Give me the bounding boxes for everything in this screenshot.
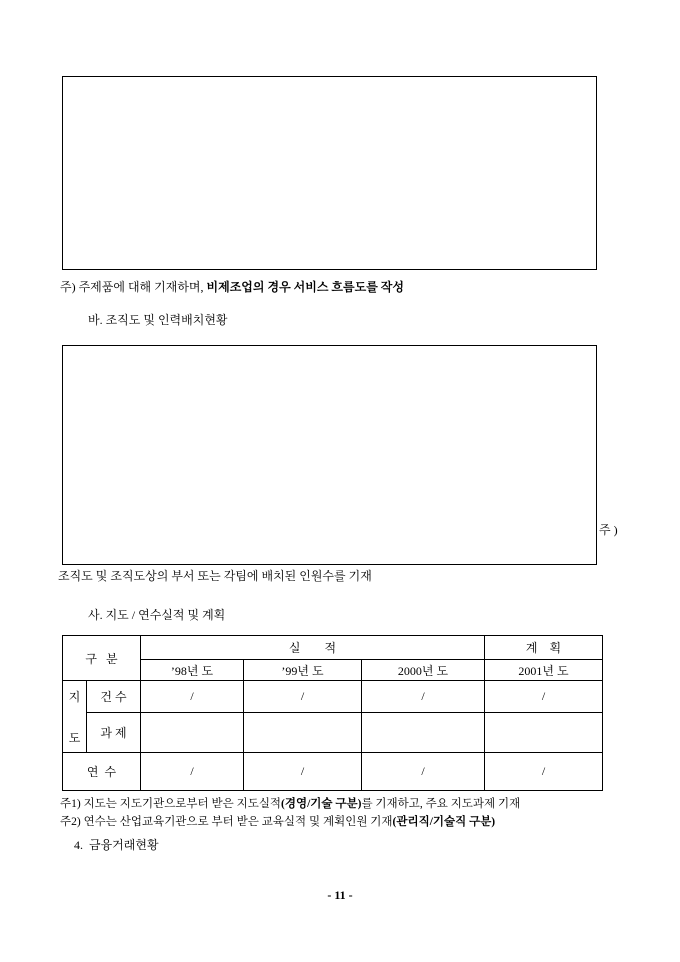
jido-char-1: 지 — [68, 689, 81, 704]
row-label-yeonsu: 연 수 — [63, 753, 141, 791]
table-cell-geonsu-2001: / — [485, 681, 603, 713]
top-note — [60, 280, 404, 296]
year-header-99: ’99년 도 — [244, 660, 362, 681]
table-cell-yeonsu-99: / — [244, 753, 362, 791]
year-header-98: ’98년 도 — [141, 660, 244, 681]
note-2-bold-text: (관리직/기술직 구분) — [392, 816, 496, 828]
jido-char-2: 도 — [68, 730, 81, 745]
section-heading-ba: 바. 조직도 및 인력배치현황 — [88, 313, 228, 327]
row-label-jido — [63, 681, 87, 753]
year-header-2001: 2001년 도 — [485, 660, 603, 681]
section-heading-4: 4. 금융거래현황 — [74, 838, 159, 852]
table-header-gyehoek: 계 획 — [485, 636, 603, 660]
year-header-2000: 2000년 도 — [362, 660, 485, 681]
table-header-siljeok: 실 적 — [141, 636, 485, 660]
org-chart-box — [62, 345, 597, 565]
note-1-text: 주1) 지도는 지도기관으로부터 받은 지도실적 — [60, 798, 282, 810]
note-2-text: 주2) 연수는 산업교육기관으로 부터 받은 교육실적 및 계획인원 기재 — [60, 816, 393, 828]
table-cell-gwaje-99 — [244, 713, 362, 753]
row-label-gwaje: 과 제 — [87, 713, 141, 753]
table-cell-gwaje-2001 — [485, 713, 603, 753]
note-1-bold-text: (경영/기술 구분) — [281, 798, 362, 810]
table-cell-yeonsu-98: / — [141, 753, 244, 791]
table-cell-gwaje-2000 — [362, 713, 485, 753]
guidance-table — [62, 635, 603, 791]
top-note-bold-text: 비제조업의 경우 서비스 흐름도를 작성 — [206, 280, 404, 294]
org-box-side-note: 주 ) — [599, 523, 618, 537]
flow-chart-box — [62, 76, 597, 270]
row-label-geonsu: 건 수 — [87, 681, 141, 713]
table-cell-yeonsu-2000: / — [362, 753, 485, 791]
table-note-1 — [60, 797, 520, 812]
table-header-gubun: 구 분 — [63, 636, 141, 681]
top-note-text: 주) 주제품에 대해 기재하며, — [60, 280, 207, 294]
table-note-2 — [60, 815, 495, 830]
table-cell-geonsu-98: / — [141, 681, 244, 713]
note-1-suffix: 를 기재하고, 주요 지도과제 기재 — [361, 798, 521, 810]
org-caption: 조직도 및 조직도상의 부서 또는 각팀에 배치된 인원수를 기재 — [58, 569, 372, 583]
table-cell-geonsu-2000: / — [362, 681, 485, 713]
page-number: - 11 - — [327, 888, 353, 902]
table-cell-yeonsu-2001: / — [485, 753, 603, 791]
row-label-jido-inner — [65, 686, 84, 748]
table-cell-gwaje-98 — [141, 713, 244, 753]
table-cell-geonsu-99: / — [244, 681, 362, 713]
section-heading-sa: 사. 지도 / 연수실적 및 계획 — [88, 608, 226, 622]
